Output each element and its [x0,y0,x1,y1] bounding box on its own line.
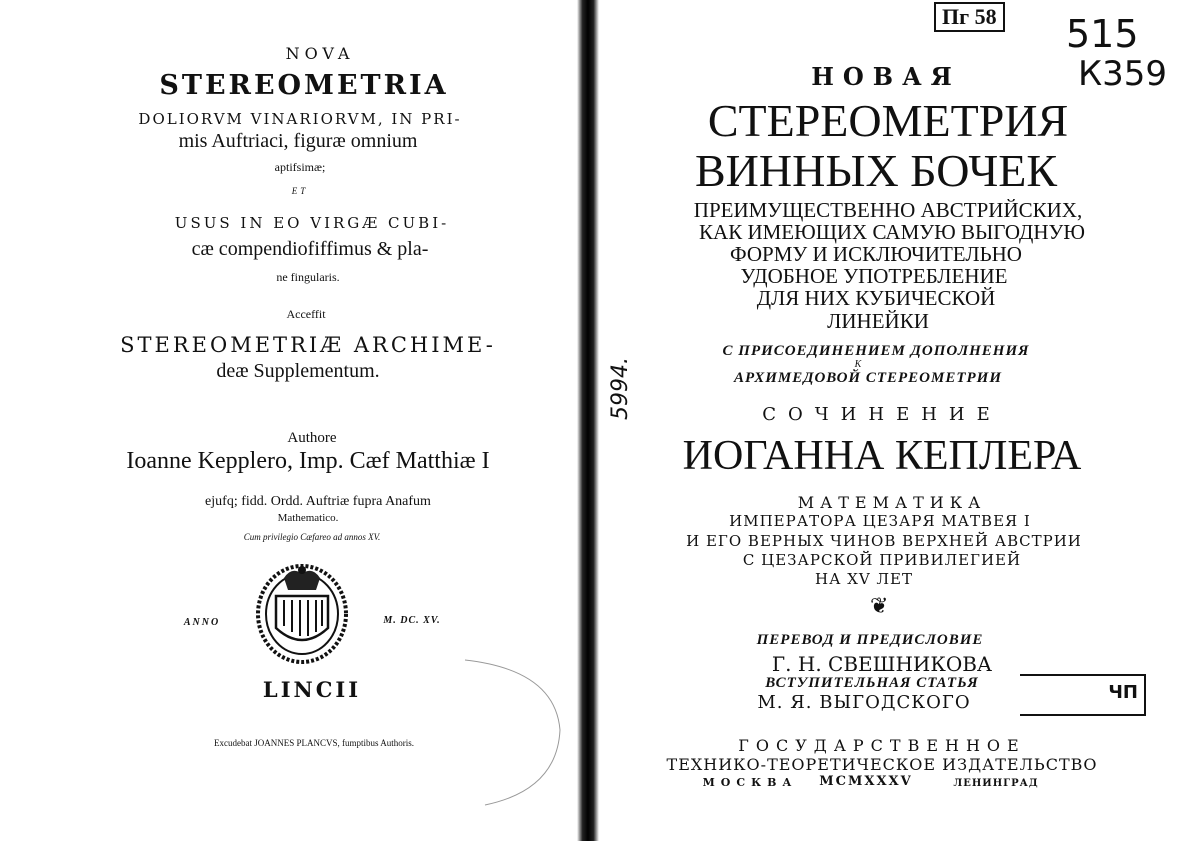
title-accessit: Acceffit [286,307,326,321]
ru-supplement-k: К [854,359,862,370]
imprint-year: M. DC. XV. [383,615,441,626]
ru-title-novaya: НОВАЯ [811,62,961,91]
title-stereometriae-archimedeae: STEREOMETRIÆ ARCHIME- [120,333,496,357]
title-compendiosissimus: cæ compendiofiffimus & pla- [191,238,429,260]
ru-title-stereometriya: СТЕРЕОМЕТРИЯ [707,95,1069,146]
page-curve-shadow [445,650,565,810]
ru-leningrad: ЛЕНИНГРАД [953,778,1039,789]
ru-xv-let: НА XV ЛЕТ [815,570,913,588]
book-gutter [577,0,599,841]
shelf-code-handwritten: К359 [1078,54,1168,94]
ru-sveshnikova: Г. Н. СВЕШНИКОВА [771,652,993,676]
ru-imperatora: ИМПЕРАТОРА ЦЕЗАРЯ МАТВЕЯ I [729,512,1031,530]
ru-chinov: И ЕГО ВЕРНЫХ ЧИНОВ ВЕРХНЕЙ АВСТРИИ [686,532,1082,550]
title-usus: USUS IN EO VIRGÆ CUBI- [174,214,450,232]
library-stamp: Пг 58 [934,2,1005,32]
author-kepler-latin: Ioanne Kepplero, Imp. Cæf Matthiæ I [126,448,490,474]
title-et: ET [291,186,309,196]
ru-moskva: МОСКВА [702,776,798,789]
ru-supplement-line-1: С ПРИСОЕДИНЕНИЕМ ДОПОЛНЕНИЯ [722,343,1030,359]
title-austriaci: mis Auftriaci, figuræ omnium [178,130,418,152]
ornament-fleuron-icon: ❦ [870,594,889,619]
ru-subtitle-5: ДЛЯ НИХ КУБИЧЕСКОЙ [756,286,996,310]
ru-subtitle-2: КАК ИМЕЮЩИХ САМУЮ ВЫГОДНУЮ [699,220,1085,244]
ru-subtitle-1: ПРЕИМУЩЕСТВЕННО АВСТРИЙСКИХ, [693,198,1083,222]
corner-stamp-text: ЧП [1108,682,1138,703]
ru-privilegiey: С ЦЕЗАРСКОЙ ПРИВИЛЕГИЕЙ [742,551,1022,569]
title-singularis: ne fingularis. [276,270,340,284]
title-supplementum: deæ Supplementum. [216,360,380,382]
privilege-line: Cum privilegio Cæfareo ad annos XV. [243,532,381,542]
imprint-anno: ANNO [183,617,221,628]
ru-vstupitelnaya: ВСТУПИТЕЛЬНАЯ СТАТЬЯ [765,675,979,691]
title-stereometria: STEREOMETRIA [159,70,449,101]
imprint-lincii: LINCII [262,677,362,702]
russian-title-page [600,0,1200,841]
author-mathematico: Mathematico. [277,512,339,524]
printer-emblem-seal [254,556,350,666]
author-ordd-austriae: ejufq; fidd. Ordd. Auftriæ fupra Anafum [205,494,431,509]
title-nova: NOVA [285,44,355,63]
ru-title-vinnyh-bochek: ВИННЫХ БОЧЕК [694,145,1058,196]
ru-supplement-line-2: АРХИМЕДОВОЙ СТЕРЕОМЕТРИИ [733,370,1003,386]
ru-sochinenie: СОЧИНЕНИЕ [762,404,1002,425]
title-aptissimae: aptifsimæ; [274,160,326,174]
title-authore: Authore [287,430,337,446]
imprint-printer: Excudebat JOANNES PLANCVS, fumptibus Authoris. [214,738,414,748]
corner-stamp-frame [1020,674,1146,716]
latin-title-page [0,0,575,841]
ru-izdatelstvo: ТЕХНИКО-ТЕОРЕТИЧЕСКОЕ ИЗДАТЕЛЬСТВО [666,755,1098,774]
ru-perevod: ПЕРЕВОД И ПРЕДИСЛОВИЕ [756,632,984,648]
title-doliorum: DOLIORVM VINARIORVM, IN PRI- [138,110,462,128]
ru-subtitle-4: УДОБНОЕ УПОТРЕБЛЕНИЕ [740,264,1008,288]
ru-subtitle-3: ФОРМУ И ИСКЛЮЧИТЕЛЬНО [730,242,1022,266]
ru-vygodskogo: М. Я. ВЫГОДСКОГО [757,692,971,713]
ru-year-roman: MCMXXXV [819,774,913,789]
ru-subtitle-6: ЛИНЕЙКИ [827,309,929,333]
shelf-number-handwritten: 515 [1066,12,1139,56]
ru-author-kepler: ИОГАННА КЕПЛЕРА [682,433,1082,479]
ru-matematika: МАТЕМАТИКА [797,493,987,512]
ru-gosudarstvennoe: ГОСУДАРСТВЕННОЕ [738,736,1026,755]
margin-handwritten-number: 5994. [608,357,633,420]
